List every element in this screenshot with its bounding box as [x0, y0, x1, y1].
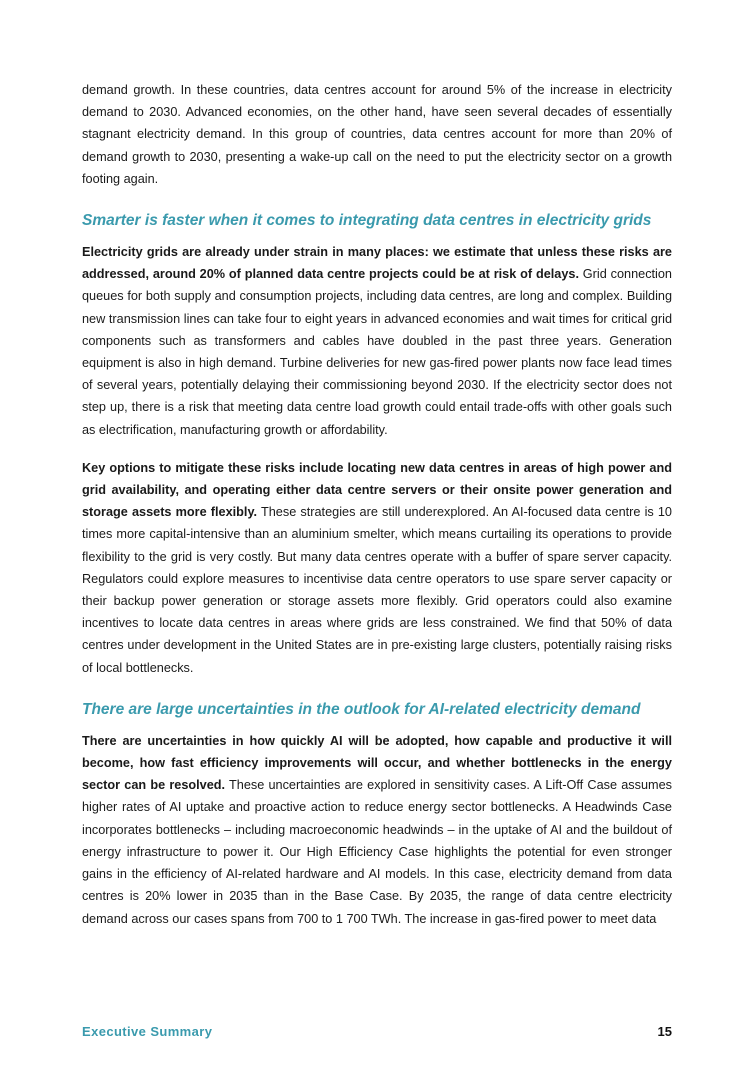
paragraph-text: Grid connection queues for both supply and consumption projects, including data centres, are long and complex. Building new transmission lines can take four to eight years in advanced economies and wait times for critical grid components such as transformers and cables have doubled in the past three years. Generation equipment is also in high demand. Turbine deliveries for new gas-fired power plants now face lead times of several years, potentially delaying their commissioning beyond 2030. If the electricity sector does not step up, there is a risk that meeting data centre load growth could entail trade-offs with other goals such as electrification, manufacturing growth or affordability. [82, 267, 672, 437]
paragraph-lead: There are uncertainties in how quickly AI will be adopted, how capable and productive it will become, how fast efficiency improvements will occur, and whether bottlenecks in the energy sector can be resolved. [82, 733, 672, 793]
paragraph [82, 241, 672, 441]
paragraph-text: demand growth. In these countries, data centres account for around 5% of the increase in electricity demand to 2030. Advanced economies, on the other hand, have seen several decades of essentially stagnant electricity demand. In this group of countries, data centres account for more than 20% of demand growth to 2030, presenting a wake-up call on the need to put the electricity sector on a growth footing again. [82, 83, 672, 186]
page-number: 15 [657, 1024, 672, 1039]
page-body [82, 79, 672, 946]
paragraph [82, 79, 672, 190]
page-footer [82, 1024, 672, 1039]
paragraph-lead: Key options to mitigate these risks include locating new data centres in areas of high power and grid availability, and operating either data centre servers or their onsite power generation and storage assets more flexibly. [82, 460, 672, 520]
paragraph [82, 457, 672, 679]
paragraph-text: These uncertainties are explored in sensitivity cases. A Lift-Off Case assumes higher rates of AI uptake and proactive action to reduce energy sector bottlenecks. A Headwinds Case incorporates bottlenecks – including macroeconomic headwinds – in the uptake of AI and the buildout of energy infrastructure to power it. Our High Efficiency Case highlights the potential for even stronger gains in the efficiency of AI-related hardware and AI models. In this case, electricity demand from data centres is 20% lower in 2035 than in the Base Case. By 2035, the range of data centre electricity demand across our cases spans from 700 to 1 700 TWh. The increase in gas-fired power to meet data [82, 778, 672, 926]
footer-section-title: Executive Summary [82, 1024, 213, 1039]
section-heading: There are large uncertainties in the outlook for AI-related electricity demand [82, 700, 641, 718]
paragraph-lead: Electricity grids are already under strain in many places: we estimate that unless these risks are addressed, around 20% of planned data centre projects could be at risk of delays. [82, 245, 672, 282]
section-heading: Smarter is faster when it comes to integrating data centres in electricity grids [82, 212, 652, 230]
paragraph-text: These strategies are still underexplored. An AI-focused data centre is 10 times more capital-intensive than an aluminium smelter, which means curtailing its operations to provide flexibility to the grid is very costly. But many data centres operate with a buffer of spare server capacity. Regulators could explore measures to incentivise data centre operators to use spare server capacity or their backup power generation or storage assets more flexibly. Grid operators could also examine incentives to locate data centres in areas where grids are less constrained. We find that 50% of data centres under development in the United States are in pre-existing large clusters, potentially raising risks of local bottlenecks. [82, 505, 672, 675]
paragraph [82, 730, 672, 930]
